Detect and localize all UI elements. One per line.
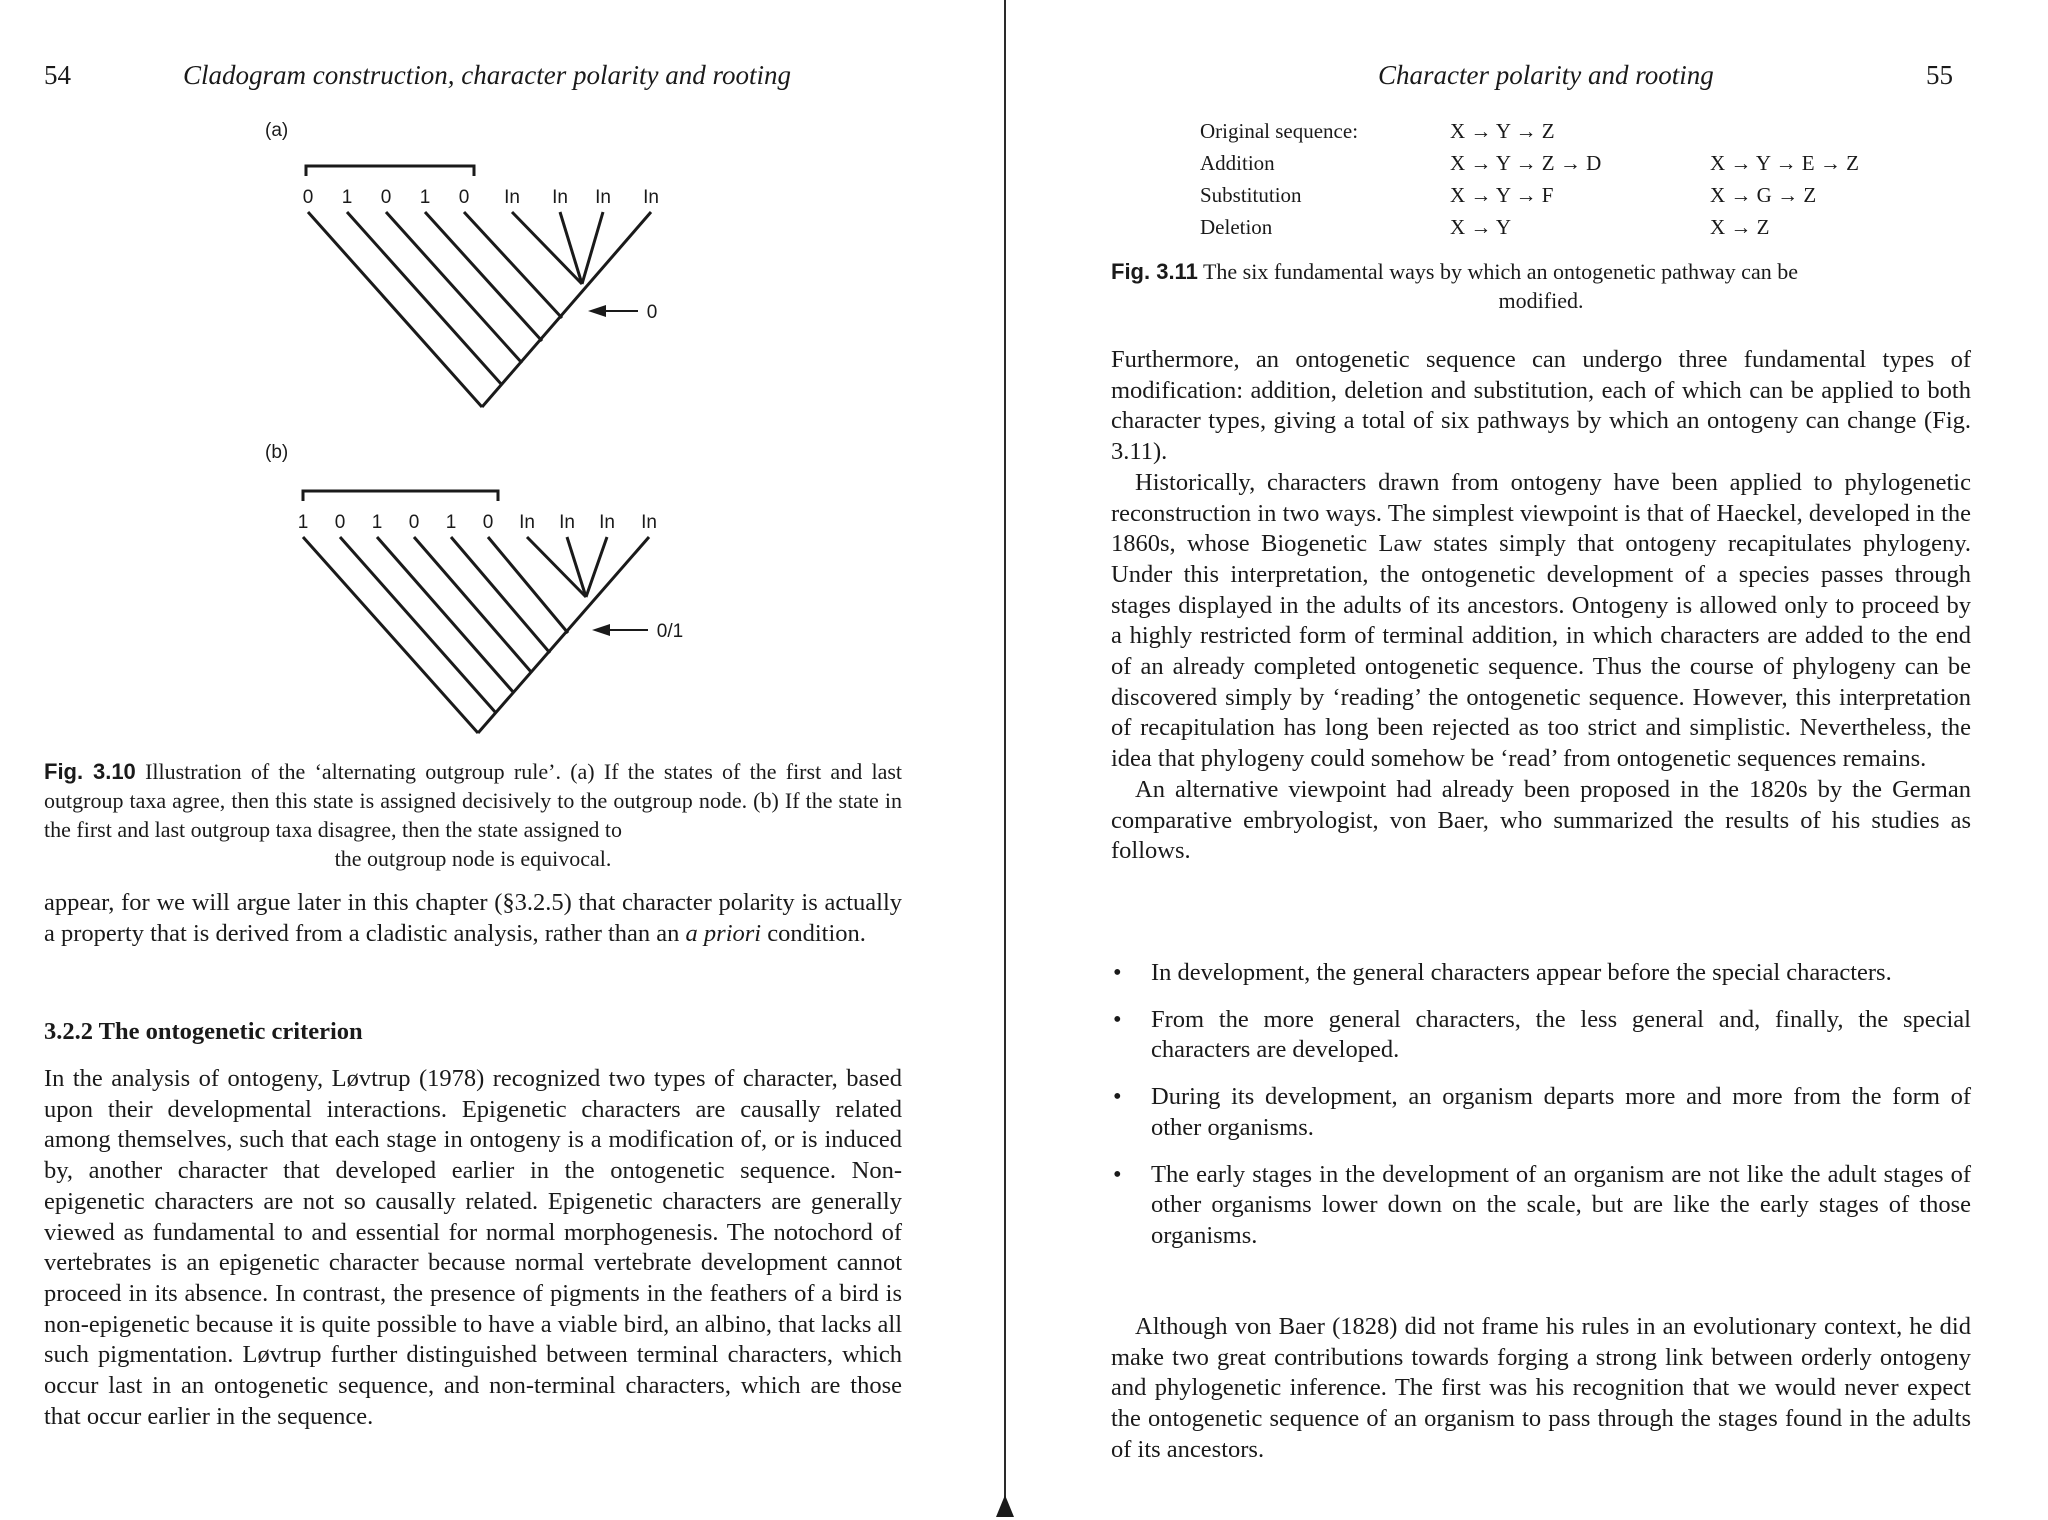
caption-label: Fig. 3.11 [1111,259,1198,284]
list-item: • In development, the general characters appear before the special characters. [1113,959,1892,986]
arrow-head-b [592,624,610,636]
caption-text: Illustration of the ‘alternating outgroup rule’. (a) If the states of the first and last outgroup taxa agree, then this state is assigned decisively to the outgroup node. (b) If the state in the first and last outgroup taxa disagree, then the state assigned to [44,759,903,842]
state-label-b-1: 1 [297,512,309,533]
state-label-b-5: 1 [445,512,457,533]
von-baer-rules [1111,958,1971,1268]
state-label-b-9: In [599,512,615,533]
state-label-b-2: 0 [334,512,346,533]
state-label-a-2: 1 [341,187,353,208]
state-label-b-7: In [519,512,535,533]
running-head-right: Character polarity and rooting [1378,60,1714,90]
paragraph-haeckel: Historically, characters drawn from ontogeny have been applied to phylogenetic reconstruction in two ways. The simplest viewpoint is that of Haeckel, developed in the 1860s, whose Biogenetic Law states simply that ontogeny recapitulates phylogeny. Under this interpretation, the ontogenetic development of a species passes through stages displayed in the adults of its ancestors. Ontogeny is allowed only to proceed by a highly restricted form of terminal addition, in which characters are added to the end of an already completed ontogenetic sequence. Thus the course of phylogeny can be discovered simply by ‘reading’ the ontogenetic sequence. However, this interpretation of recapitulation has long been rejected as too strict and simplistic. Nevertheless, the idea that phylogeny could somehow be ‘read’ from ontogenetic sequences remains. [1111,468,1971,773]
backbone-a [482,212,651,407]
backbone-b [478,537,649,733]
node-state-a: 0 [646,302,658,323]
state-label-a-3: 0 [380,187,392,208]
paragraph-contributions: Although von Baer (1828) did not frame his rules in an evolutionary context, he did make two great contributions towards forging a strong link between orderly ontogeny and phylogenetic inference. The first was his recognition that we would never expect the ontogenetic sequence of an organism to pass through the stages found in the adults of its ancestors. [1111,1313,1971,1463]
state-label-b-3: 1 [371,512,383,533]
sequence-table [1200,115,1900,243]
outgroup-bracket-a [306,166,474,176]
state-label-a-1: 0 [302,187,314,208]
figure-panel-b-label: (b) [265,442,289,463]
paragraph-modification: Furthermore, an ontogenetic sequence can undergo three fundamental types of modification: addition, deletion and substitution, each of which can be applied to both character types, giving a total of six pathways by which an ontogeny can change (Fig. 3.11). [1111,346,1971,466]
right-body [1111,345,1971,867]
branch-a-5 [464,212,562,318]
paragraph-polarity: appear, for we will argue later in this chapter (§3.2.5) that character polarity is actually a property that is derived from a cladistic analysis, rather than an a priori condition. [44,889,902,947]
caption-label: Fig. 3.10 [44,759,136,784]
cladogram-b [280,475,700,745]
state-label-b-10: In [641,512,657,533]
caption-text: The six fundamental ways by which an ontogenetic pathway can be [1202,259,1798,284]
table-row: Substitution X → Y → F X → G → Z [1200,183,1817,207]
figure-caption-3-11 [1111,257,1971,315]
left-page [0,0,1000,1520]
branch-a-1 [308,212,482,407]
list-item: • The early stages in the development of an organism are not like the adult stages of other organisms lower down on the scale, but are like the early stages of those organisms. [1113,1160,1971,1249]
state-label-a-6: In [504,187,520,208]
arrow-head-a [588,305,606,317]
cladogram-a [280,150,700,420]
branch-a-2 [347,212,502,385]
table-row: Addition X → Y → Z → D X → Y → E → Z [1200,151,1859,175]
state-label-b-6: 0 [482,512,494,533]
book-spine [1004,0,1006,1500]
figure-panel-a-label: (a) [265,120,289,141]
italic-a-priori: a priori [685,919,762,947]
page-number-left: 54 [44,60,71,90]
node-state-b: 0/1 [656,621,684,642]
figure-caption-3-10 [44,757,902,873]
branch-b-6 [488,537,568,633]
outgroup-bracket-b [303,491,498,501]
paragraph-von-baer: An alternative viewpoint had already been proposed in the 1820s by the German comparative embryologist, von Baer, who summarized the results of his studies as follows. [1111,775,1971,865]
state-label-a-7: In [552,187,568,208]
state-label-a-8: In [595,187,611,208]
branch-b-1 [303,537,478,733]
list-item: • During its development, an organism departs more and more from the form of other organisms. [1113,1083,1971,1141]
state-label-a-9: In [643,187,659,208]
right-page [1010,0,2048,1520]
page-number-right: 55 [1926,60,1953,90]
branch-a-3 [386,212,522,363]
branch-b-4 [414,537,532,673]
branch-b-3 [377,537,514,693]
caption-last-line: the outgroup node is equivocal. [334,846,612,871]
state-label-b-8: In [559,512,575,533]
state-label-b-4: 0 [408,512,420,533]
caption-last-line: modified. [1498,288,1584,313]
state-label-a-5: 0 [458,187,470,208]
paragraph-ontogeny: In the analysis of ontogeny, Løvtrup (1978) recognized two types of character, based upon their developmental interactions. Epigenetic characters are causally related among themselves, such that each stage in ontogeny is a modification of, or is induced by, another character that developed earlier in the ontogenetic sequence. Non-epigenetic characters are not so causally related. Epigenetic characters are generally viewed as fundamental to and essential for normal morphogenesis. The notochord of vertebrates is an epigenetic character because normal vertebrate development cannot proceed in its absence. In contrast, the presence of pigments in the feathers of a bird is non-epigenetic because it is quite possible to have a viable bird, an albino, that lacks all such pigmentation. Løvtrup further distinguished between terminal characters, which occur last in an ontogenetic sequence, and non-terminal characters, which are those that occur earlier in the sequence. [44,1065,902,1430]
table-row: Deletion X → Y X → Z [1200,215,1770,239]
running-head-left: Cladogram construction, character polarity and rooting [183,60,791,90]
list-item: • From the more general characters, the less general and, finally, the special characters are developed. [1113,1005,1971,1064]
state-label-a-4: 1 [419,187,431,208]
section-heading: 3.2.2 The ontogenetic criterion [44,1018,363,1045]
table-row: Original sequence: X → Y → Z [1200,119,1555,143]
